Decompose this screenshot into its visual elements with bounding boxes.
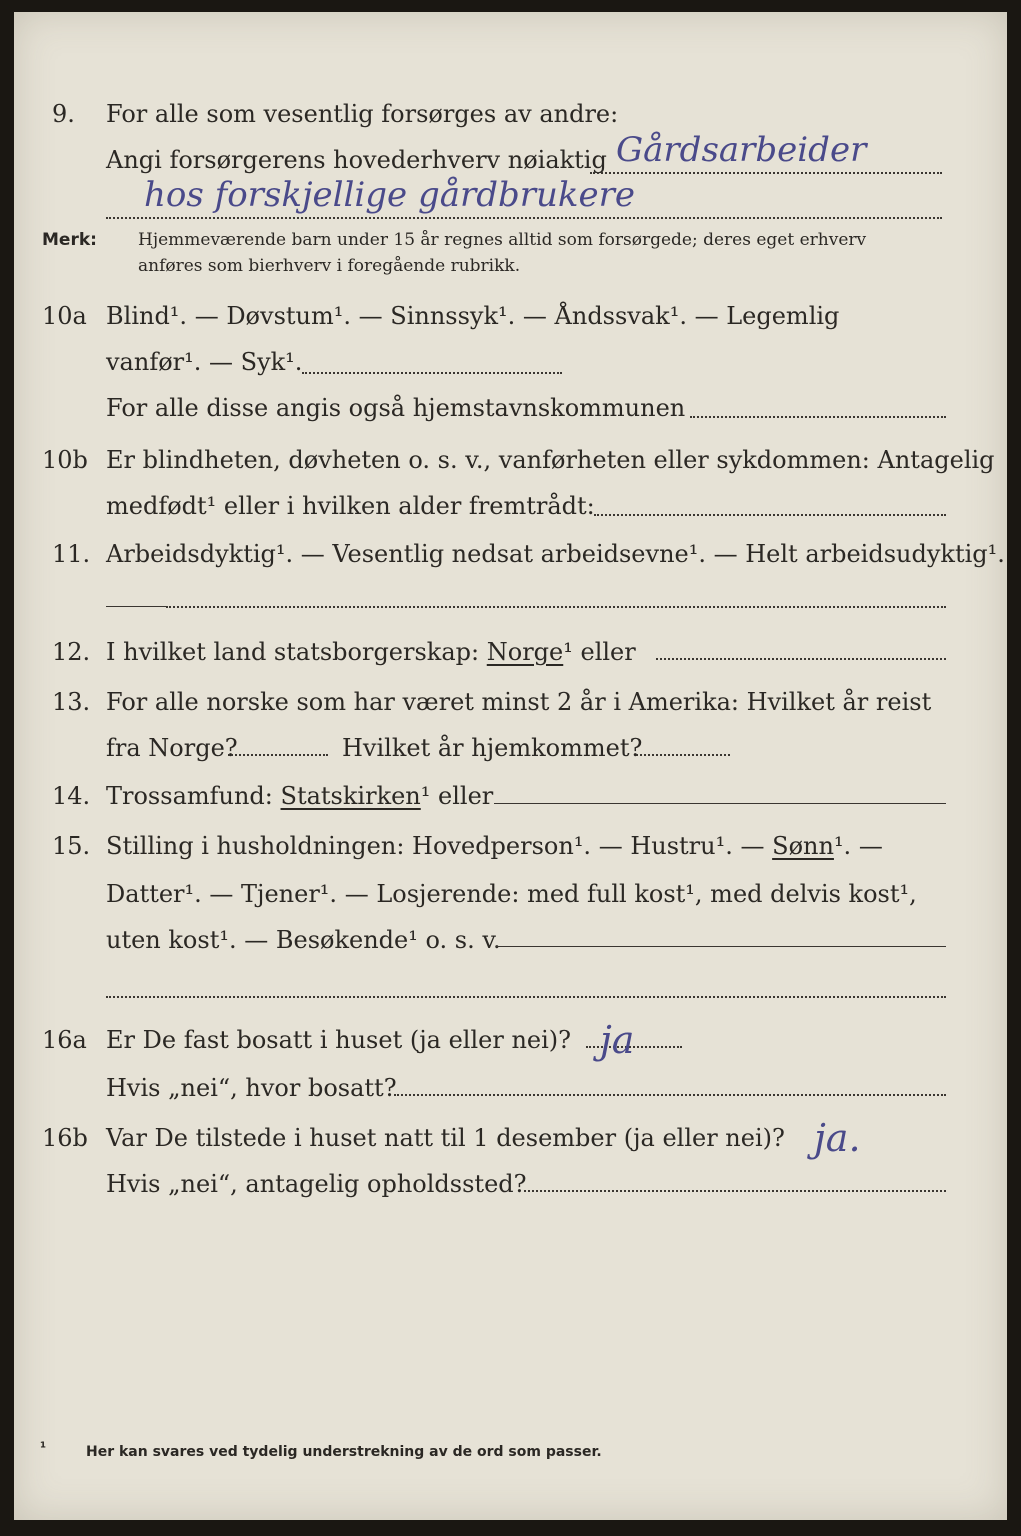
q14-number: 14.: [52, 782, 91, 810]
q9-answer-line1: [590, 172, 942, 174]
q9-answer-line2: [106, 217, 942, 219]
q11-answer-line: [166, 606, 946, 608]
q9-line1: For alle som vesentlig forsørges av andre:: [106, 100, 619, 128]
q10a-kommune-line: [690, 416, 946, 418]
q12-line: [106, 638, 636, 666]
q14-prefix: Trossamfund:: [106, 782, 273, 810]
q16b-line1: Var De tilstede i huset natt til 1 desember (ja eller nei)?: [106, 1124, 785, 1152]
q16a-line1: Er De fast bosatt i huset (ja eller nei)?: [106, 1026, 572, 1054]
q9-number: 9.: [52, 100, 75, 128]
q13-hjemkommet-line: [636, 754, 730, 756]
q15-number: 15.: [52, 832, 91, 860]
q13-reist-line: [228, 754, 328, 756]
q12-underlined-norge: Norge: [486, 638, 564, 666]
q16b-handwritten-answer: ja.: [814, 1116, 861, 1160]
q12-prefix: I hvilket land statsborgerskap:: [106, 638, 480, 666]
q16a-number: 16a: [42, 1026, 87, 1054]
q16b-line2: Hvis „nei“, antagelig opholdssted?: [106, 1170, 527, 1198]
footnote-text: Her kan svares ved tydelig understrekning av de ord som passer.: [86, 1444, 602, 1460]
q9-handwritten-answer1: Gårdsarbeider: [616, 130, 867, 170]
q10b-answer-line: [594, 514, 946, 516]
q9-line2-label: Angi forsørgerens hovederhverv nøiaktig: [106, 146, 607, 174]
q16a-handwritten-answer: ja: [600, 1018, 635, 1062]
q10a-number: 10a: [42, 302, 87, 330]
q16a-bosatt-line: [394, 1094, 946, 1096]
q15-underlined-sonn: Sønn: [772, 832, 834, 860]
q10b-line1: Er blindheten, døvheten o. s. v., vanførheten eller sykdommen: Antagelig: [106, 446, 995, 474]
census-form-page: [14, 12, 1007, 1520]
q10a-line2: vanfør¹. — Syk¹.: [106, 348, 303, 376]
merk-label: Merk:: [42, 230, 97, 250]
q15-extra-line: [106, 996, 946, 998]
q12-number: 12.: [52, 638, 91, 666]
q9-handwritten-answer2: hos forskjellige gårdbrukere: [144, 175, 636, 215]
q16b-number: 16b: [42, 1124, 88, 1152]
q15-line1-prefix: Stilling i husholdningen: Hovedperson¹. — Hustru¹. —: [106, 832, 765, 860]
q13-line1: For alle norske som har været minst 2 år i Amerika: Hvilket år reist: [106, 688, 932, 716]
q14-line: [106, 782, 493, 810]
q11-number: 11.: [52, 540, 91, 568]
q11-short-rule: [106, 606, 166, 607]
q15-line1-suffix: ¹. —: [833, 832, 883, 860]
q16a-line2: Hvis „nei“, hvor bosatt?: [106, 1074, 397, 1102]
q13-line2b: Hvilket år hjemkommet?: [342, 734, 643, 762]
q10a-line1: Blind¹. — Døvstum¹. — Sinnssyk¹. — Åndssvak¹. — Legemlig: [106, 302, 840, 330]
q11-line1: Arbeidsdyktig¹. — Vesentlig nedsat arbeidsevne¹. — Helt arbeidsudyktig¹.: [106, 540, 1005, 568]
q12-answer-line: [656, 658, 946, 660]
q10a-syk-line: [302, 372, 562, 374]
q10b-number: 10b: [42, 446, 88, 474]
merk-line1: Hjemmeværende barn under 15 år regnes alltid som forsørgede; deres eget erhverv: [138, 230, 867, 250]
q15-line1: [106, 832, 883, 860]
q15-line3: uten kost¹. — Besøkende¹ o. s. v.: [106, 926, 501, 954]
q10b-line2: medfødt¹ eller i hvilken alder fremtrådt:: [106, 492, 595, 520]
q13-line2a: fra Norge?: [106, 734, 238, 762]
q14-suffix: ¹ eller: [420, 782, 494, 810]
q13-number: 13.: [52, 688, 91, 716]
q14-underlined-statskirken: Statskirken: [280, 782, 421, 810]
footnote-mark: ¹: [40, 1440, 47, 1456]
q15-line2: Datter¹. — Tjener¹. — Losjerende: med full kost¹, med delvis kost¹,: [106, 880, 917, 908]
q12-suffix: ¹ eller: [563, 638, 636, 666]
q16b-opholdssted-line: [524, 1190, 946, 1192]
q15-answer-line: [496, 946, 946, 947]
q10a-line3: For alle disse angis også hjemstavnskommunen: [106, 394, 686, 422]
merk-line2: anføres som bierhverv i foregående rubrikk.: [138, 256, 521, 276]
q14-answer-line: [494, 803, 946, 804]
